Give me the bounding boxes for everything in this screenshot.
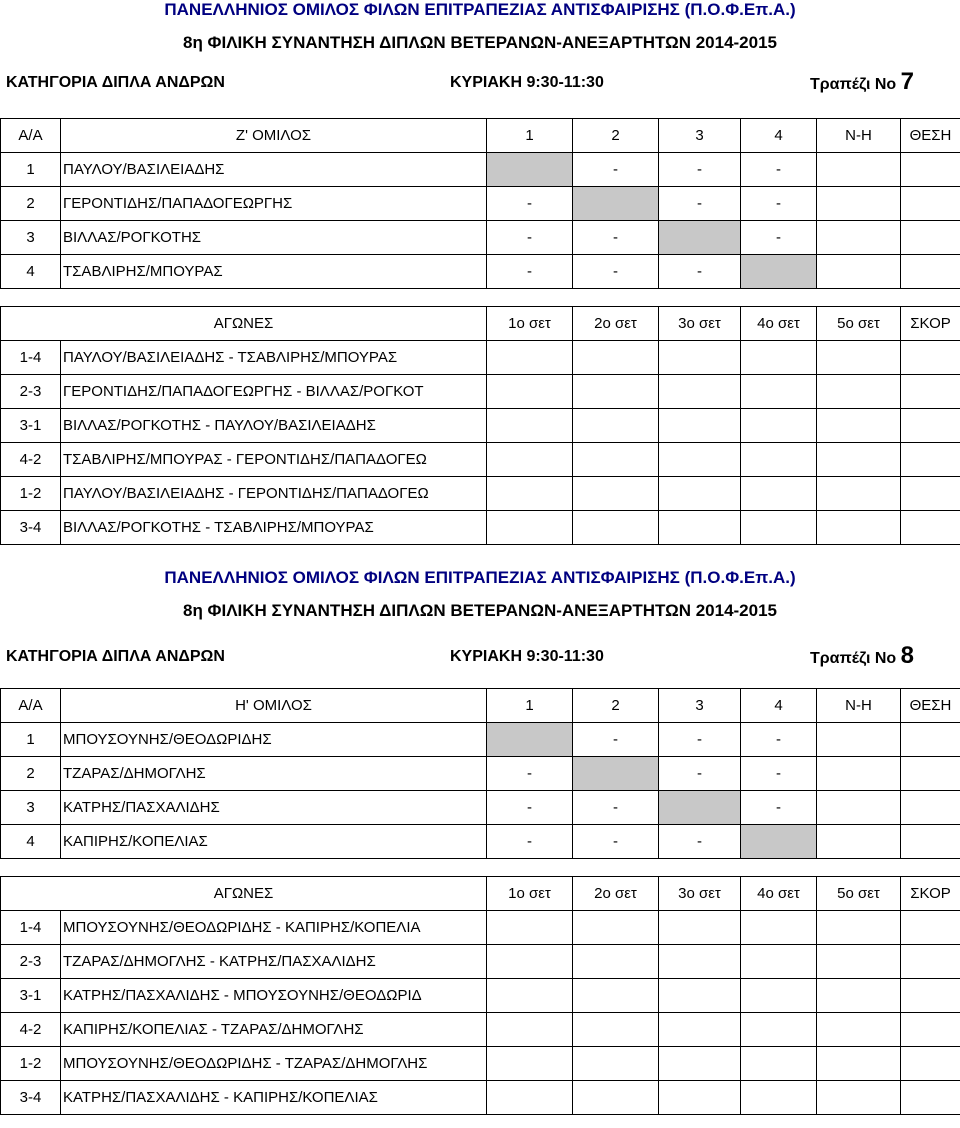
wins-losses-cell[interactable] xyxy=(817,221,901,255)
result-cell[interactable]: - xyxy=(487,221,573,255)
score-cell[interactable] xyxy=(901,409,960,443)
header-set-2: 2ο σετ xyxy=(573,307,659,341)
result-cell[interactable]: - xyxy=(573,825,659,859)
set-cell[interactable] xyxy=(741,1081,817,1115)
set-cell[interactable] xyxy=(573,911,659,945)
table-label: Τραπέζι Νο xyxy=(810,650,896,667)
score-cell[interactable] xyxy=(901,1047,960,1081)
score-cell[interactable] xyxy=(901,979,960,1013)
result-cell[interactable]: - xyxy=(573,153,659,187)
header-set-3: 3ο σετ xyxy=(659,877,741,911)
set-cell[interactable] xyxy=(573,511,659,545)
set-cell[interactable] xyxy=(573,945,659,979)
set-cell[interactable] xyxy=(817,1047,901,1081)
set-cell[interactable] xyxy=(659,409,741,443)
header-col-1: 1 xyxy=(487,689,573,723)
team-name: ΜΠΟΥΣΟΥΝΗΣ/ΘΕΟΔΩΡΙΔΗΣ xyxy=(61,723,487,757)
set-cell[interactable] xyxy=(741,911,817,945)
match-row xyxy=(1,945,960,979)
set-cell[interactable] xyxy=(487,1081,573,1115)
match-pair: 3-4 xyxy=(1,1081,61,1115)
set-cell[interactable] xyxy=(741,443,817,477)
set-cell[interactable] xyxy=(487,911,573,945)
set-cell[interactable] xyxy=(487,1047,573,1081)
header-set-5: 5ο σετ xyxy=(817,307,901,341)
header-set-4: 4ο σετ xyxy=(741,877,817,911)
team-row xyxy=(1,255,960,289)
match-text: ΜΠΟΥΣΟΥΝΗΣ/ΘΕΟΔΩΡΙΔΗΣ - ΤΖΑΡΑΣ/ΔΗΜΟΓΛΗΣ xyxy=(61,1047,487,1081)
header-col-1: 1 xyxy=(487,119,573,153)
match-pair: 4-2 xyxy=(1,1013,61,1047)
set-cell[interactable] xyxy=(487,341,573,375)
set-cell[interactable] xyxy=(817,1081,901,1115)
set-cell[interactable] xyxy=(573,1013,659,1047)
header-set-1: 1ο σετ xyxy=(487,307,573,341)
team-no: 3 xyxy=(1,791,61,825)
header-no: Α/Α xyxy=(1,689,61,723)
blocked-cell xyxy=(487,723,573,757)
match-text: ΠΑΥΛΟΥ/ΒΑΣΙΛΕΙΑΔΗΣ - ΤΣΑΒΛΙΡΗΣ/ΜΠΟΥΡΑΣ xyxy=(61,341,487,375)
header-wins-losses: Ν-Η xyxy=(817,119,901,153)
result-cell[interactable]: - xyxy=(573,791,659,825)
wins-losses-cell[interactable] xyxy=(817,187,901,221)
set-cell[interactable] xyxy=(573,375,659,409)
match-pair: 2-3 xyxy=(1,375,61,409)
team-name: ΓΕΡΟΝΤΙΔΗΣ/ΠΑΠΑΔΟΓΕΩΡΓΗΣ xyxy=(61,187,487,221)
header-position: ΘΕΣΗ xyxy=(901,689,960,723)
team-name: ΚΑΠΙΡΗΣ/ΚΟΠΕΛΙΑΣ xyxy=(61,825,487,859)
result-cell[interactable]: - xyxy=(741,221,817,255)
set-cell[interactable] xyxy=(741,341,817,375)
wins-losses-cell[interactable] xyxy=(817,255,901,289)
set-cell[interactable] xyxy=(487,375,573,409)
matches-table xyxy=(0,306,960,545)
set-cell[interactable] xyxy=(741,979,817,1013)
header-group: Ζ' ΟΜΙΛΟΣ xyxy=(61,119,487,153)
result-cell[interactable]: - xyxy=(741,791,817,825)
team-row xyxy=(1,825,960,859)
set-cell[interactable] xyxy=(659,443,741,477)
match-row xyxy=(1,477,960,511)
wins-losses-cell[interactable] xyxy=(817,723,901,757)
table-number-label xyxy=(810,68,914,96)
result-cell[interactable]: - xyxy=(573,221,659,255)
set-cell[interactable] xyxy=(487,945,573,979)
score-cell[interactable] xyxy=(901,911,960,945)
result-cell[interactable]: - xyxy=(659,723,741,757)
wins-losses-cell[interactable] xyxy=(817,153,901,187)
header-set-5: 5ο σετ xyxy=(817,877,901,911)
set-cell[interactable] xyxy=(573,1081,659,1115)
set-cell[interactable] xyxy=(487,511,573,545)
result-cell[interactable]: - xyxy=(741,153,817,187)
wins-losses-cell[interactable] xyxy=(817,791,901,825)
result-cell[interactable]: - xyxy=(573,723,659,757)
set-cell[interactable] xyxy=(659,375,741,409)
result-cell[interactable]: - xyxy=(487,255,573,289)
score-sheet-table-7 xyxy=(0,0,960,560)
position-cell[interactable] xyxy=(901,825,960,859)
set-cell[interactable] xyxy=(487,409,573,443)
match-pair: 3-1 xyxy=(1,409,61,443)
set-cell[interactable] xyxy=(659,1047,741,1081)
set-cell[interactable] xyxy=(817,409,901,443)
set-cell[interactable] xyxy=(573,341,659,375)
set-cell[interactable] xyxy=(573,409,659,443)
set-cell[interactable] xyxy=(817,341,901,375)
result-cell[interactable]: - xyxy=(659,187,741,221)
position-cell[interactable] xyxy=(901,791,960,825)
result-cell[interactable]: - xyxy=(487,757,573,791)
result-cell[interactable]: - xyxy=(741,187,817,221)
set-cell[interactable] xyxy=(741,477,817,511)
team-no: 4 xyxy=(1,255,61,289)
set-cell[interactable] xyxy=(659,945,741,979)
header-set-2: 2ο σετ xyxy=(573,877,659,911)
header-score: ΣΚΟΡ xyxy=(901,877,960,911)
matches-table xyxy=(0,876,960,1115)
match-text: ΚΑΤΡΗΣ/ΠΑΣΧΑΛΙΔΗΣ - ΜΠΟΥΣΟΥΝΗΣ/ΘΕΟΔΩΡΙΔ xyxy=(61,979,487,1013)
header-group: Η' ΟΜΙΛΟΣ xyxy=(61,689,487,723)
set-cell[interactable] xyxy=(573,477,659,511)
set-cell[interactable] xyxy=(659,1013,741,1047)
result-cell[interactable]: - xyxy=(659,825,741,859)
header-score: ΣΚΟΡ xyxy=(901,307,960,341)
set-cell[interactable] xyxy=(741,375,817,409)
header-set-1: 1ο σετ xyxy=(487,877,573,911)
team-no: 2 xyxy=(1,187,61,221)
set-cell[interactable] xyxy=(817,477,901,511)
match-pair: 1-2 xyxy=(1,1047,61,1081)
team-no: 4 xyxy=(1,825,61,859)
blocked-cell xyxy=(741,255,817,289)
position-cell[interactable] xyxy=(901,723,960,757)
blocked-cell xyxy=(487,153,573,187)
team-row xyxy=(1,723,960,757)
match-row xyxy=(1,911,960,945)
matches-header-row xyxy=(1,307,960,341)
set-cell[interactable] xyxy=(659,979,741,1013)
score-cell[interactable] xyxy=(901,375,960,409)
match-text: ΚΑΠΙΡΗΣ/ΚΟΠΕΛΙΑΣ - ΤΖΑΡΑΣ/ΔΗΜΟΓΛΗΣ xyxy=(61,1013,487,1047)
score-cell[interactable] xyxy=(901,1081,960,1115)
match-text: ΤΖΑΡΑΣ/ΔΗΜΟΓΛΗΣ - ΚΑΤΡΗΣ/ΠΑΣΧΑΛΙΔΗΣ xyxy=(61,945,487,979)
header-position: ΘΕΣΗ xyxy=(901,119,960,153)
blocked-cell xyxy=(573,187,659,221)
header-set-3: 3ο σετ xyxy=(659,307,741,341)
blocked-cell xyxy=(573,757,659,791)
team-no: 1 xyxy=(1,153,61,187)
set-cell[interactable] xyxy=(573,443,659,477)
set-cell[interactable] xyxy=(487,477,573,511)
set-cell[interactable] xyxy=(659,911,741,945)
result-cell[interactable]: - xyxy=(487,187,573,221)
set-cell[interactable] xyxy=(817,375,901,409)
header-col-3: 3 xyxy=(659,119,741,153)
score-cell[interactable] xyxy=(901,477,960,511)
set-cell[interactable] xyxy=(741,511,817,545)
schedule-label: ΚΥΡΙΑΚΗ 9:30-11:30 xyxy=(450,648,604,666)
match-pair: 1-4 xyxy=(1,341,61,375)
set-cell[interactable] xyxy=(817,1013,901,1047)
group-header-row xyxy=(1,689,960,723)
set-cell[interactable] xyxy=(817,945,901,979)
blocked-cell xyxy=(741,825,817,859)
set-cell[interactable] xyxy=(817,911,901,945)
match-row xyxy=(1,1047,960,1081)
score-sheet-table-8 xyxy=(0,568,960,1128)
event-title: 8η ΦΙΛΙΚΗ ΣΥΝΑΝΤΗΣΗ ΔΙΠΛΩΝ ΒΕΤΕΡΑΝΩΝ-ΑΝΕΞΑΡΤΗΤΩΝ 2014-2015 xyxy=(0,33,960,53)
team-name: ΠΑΥΛΟΥ/ΒΑΣΙΛΕΙΑΔΗΣ xyxy=(61,153,487,187)
set-cell[interactable] xyxy=(573,1047,659,1081)
header-col-2: 2 xyxy=(573,689,659,723)
result-cell[interactable]: - xyxy=(741,723,817,757)
team-row xyxy=(1,791,960,825)
set-cell[interactable] xyxy=(741,1013,817,1047)
position-cell[interactable] xyxy=(901,757,960,791)
team-no: 3 xyxy=(1,221,61,255)
wins-losses-cell[interactable] xyxy=(817,825,901,859)
header-col-2: 2 xyxy=(573,119,659,153)
score-cell[interactable] xyxy=(901,511,960,545)
set-cell[interactable] xyxy=(659,341,741,375)
result-cell[interactable]: - xyxy=(573,255,659,289)
match-pair: 1-4 xyxy=(1,911,61,945)
set-cell[interactable] xyxy=(659,1081,741,1115)
set-cell[interactable] xyxy=(659,511,741,545)
header-set-4: 4ο σετ xyxy=(741,307,817,341)
set-cell[interactable] xyxy=(817,511,901,545)
team-no: 2 xyxy=(1,757,61,791)
set-cell[interactable] xyxy=(573,979,659,1013)
match-text: ΓΕΡΟΝΤΙΔΗΣ/ΠΑΠΑΔΟΓΕΩΡΓΗΣ - ΒΙΛΛΑΣ/ΡΟΓΚΟΤ xyxy=(61,375,487,409)
result-cell[interactable]: - xyxy=(659,757,741,791)
position-cell[interactable] xyxy=(901,255,960,289)
set-cell[interactable] xyxy=(817,979,901,1013)
team-name: ΤΣΑΒΛΙΡΗΣ/ΜΠΟΥΡΑΣ xyxy=(61,255,487,289)
position-cell[interactable] xyxy=(901,187,960,221)
match-pair: 3-4 xyxy=(1,511,61,545)
group-standings-table xyxy=(0,688,960,859)
score-cell[interactable] xyxy=(901,341,960,375)
match-pair: 3-1 xyxy=(1,979,61,1013)
set-cell[interactable] xyxy=(741,409,817,443)
header-col-4: 4 xyxy=(741,689,817,723)
set-cell[interactable] xyxy=(659,477,741,511)
team-name: ΚΑΤΡΗΣ/ΠΑΣΧΑΛΙΔΗΣ xyxy=(61,791,487,825)
set-cell[interactable] xyxy=(487,443,573,477)
match-pair: 1-2 xyxy=(1,477,61,511)
result-cell[interactable]: - xyxy=(487,791,573,825)
result-cell[interactable]: - xyxy=(659,255,741,289)
header-matches: ΑΓΩΝΕΣ xyxy=(1,307,487,341)
header-wins-losses: Ν-Η xyxy=(817,689,901,723)
table-number-label xyxy=(810,642,914,670)
match-row xyxy=(1,443,960,477)
match-text: ΒΙΛΛΑΣ/ΡΟΓΚΟΤΗΣ - ΠΑΥΛΟΥ/ΒΑΣΙΛΕΙΑΔΗΣ xyxy=(61,409,487,443)
match-row xyxy=(1,979,960,1013)
blocked-cell xyxy=(659,791,741,825)
team-name: ΤΖΑΡΑΣ/ΔΗΜΟΓΛΗΣ xyxy=(61,757,487,791)
event-title: 8η ΦΙΛΙΚΗ ΣΥΝΑΝΤΗΣΗ ΔΙΠΛΩΝ ΒΕΤΕΡΑΝΩΝ-ΑΝΕΞΑΡΤΗΤΩΝ 2014-2015 xyxy=(0,601,960,621)
match-text: ΒΙΛΛΑΣ/ΡΟΓΚΟΤΗΣ - ΤΣΑΒΛΙΡΗΣ/ΜΠΟΥΡΑΣ xyxy=(61,511,487,545)
matches-header-row xyxy=(1,877,960,911)
match-text: ΜΠΟΥΣΟΥΝΗΣ/ΘΕΟΔΩΡΙΔΗΣ - ΚΑΠΙΡΗΣ/ΚΟΠΕΛΙΑ xyxy=(61,911,487,945)
team-no: 1 xyxy=(1,723,61,757)
match-row xyxy=(1,409,960,443)
match-row xyxy=(1,341,960,375)
result-cell[interactable]: - xyxy=(487,825,573,859)
header-col-3: 3 xyxy=(659,689,741,723)
match-row xyxy=(1,1081,960,1115)
team-row xyxy=(1,757,960,791)
score-cell[interactable] xyxy=(901,443,960,477)
set-cell[interactable] xyxy=(487,1013,573,1047)
set-cell[interactable] xyxy=(817,443,901,477)
team-name: ΒΙΛΛΑΣ/ΡΟΓΚΟΤΗΣ xyxy=(61,221,487,255)
team-row xyxy=(1,153,960,187)
set-cell[interactable] xyxy=(741,945,817,979)
blocked-cell xyxy=(659,221,741,255)
match-text: ΠΑΥΛΟΥ/ΒΑΣΙΛΕΙΑΔΗΣ - ΓΕΡΟΝΤΙΔΗΣ/ΠΑΠΑΔΟΓΕΩ xyxy=(61,477,487,511)
match-text: ΤΣΑΒΛΙΡΗΣ/ΜΠΟΥΡΑΣ - ΓΕΡΟΝΤΙΔΗΣ/ΠΑΠΑΔΟΓΕΩ xyxy=(61,443,487,477)
group-standings-table xyxy=(0,118,960,289)
category-label: ΚΑΤΗΓΟΡΙΑ ΔΙΠΛΑ ΑΝΔΡΩΝ xyxy=(6,648,225,666)
score-cell[interactable] xyxy=(901,1013,960,1047)
match-row xyxy=(1,511,960,545)
position-cell[interactable] xyxy=(901,153,960,187)
match-row xyxy=(1,375,960,409)
wins-losses-cell[interactable] xyxy=(817,757,901,791)
team-row xyxy=(1,187,960,221)
match-pair: 2-3 xyxy=(1,945,61,979)
match-pair: 4-2 xyxy=(1,443,61,477)
set-cell[interactable] xyxy=(741,1047,817,1081)
table-label: Τραπέζι Νο xyxy=(810,76,896,93)
header-matches: ΑΓΩΝΕΣ xyxy=(1,877,487,911)
header-col-4: 4 xyxy=(741,119,817,153)
score-cell[interactable] xyxy=(901,945,960,979)
header-no: Α/Α xyxy=(1,119,61,153)
org-title: ΠΑΝΕΛΛΗΝΙΟΣ ΟΜΙΛΟΣ ΦΙΛΩΝ ΕΠΙΤΡΑΠΕΖΙΑΣ ΑΝΤΙΣΦΑΙΡΙΣΗΣ (Π.Ο.Φ.Επ.Α.) xyxy=(0,568,960,588)
table-number: 8 xyxy=(901,642,914,669)
table-number: 7 xyxy=(901,68,914,95)
result-cell[interactable]: - xyxy=(741,757,817,791)
match-row xyxy=(1,1013,960,1047)
org-title: ΠΑΝΕΛΛΗΝΙΟΣ ΟΜΙΛΟΣ ΦΙΛΩΝ ΕΠΙΤΡΑΠΕΖΙΑΣ ΑΝΤΙΣΦΑΙΡΙΣΗΣ (Π.Ο.Φ.Επ.Α.) xyxy=(0,0,960,20)
group-header-row xyxy=(1,119,960,153)
match-text: ΚΑΤΡΗΣ/ΠΑΣΧΑΛΙΔΗΣ - ΚΑΠΙΡΗΣ/ΚΟΠΕΛΙΑΣ xyxy=(61,1081,487,1115)
team-row xyxy=(1,221,960,255)
schedule-label: ΚΥΡΙΑΚΗ 9:30-11:30 xyxy=(450,74,604,92)
result-cell[interactable]: - xyxy=(659,153,741,187)
set-cell[interactable] xyxy=(487,979,573,1013)
position-cell[interactable] xyxy=(901,221,960,255)
category-label: ΚΑΤΗΓΟΡΙΑ ΔΙΠΛΑ ΑΝΔΡΩΝ xyxy=(6,74,225,92)
